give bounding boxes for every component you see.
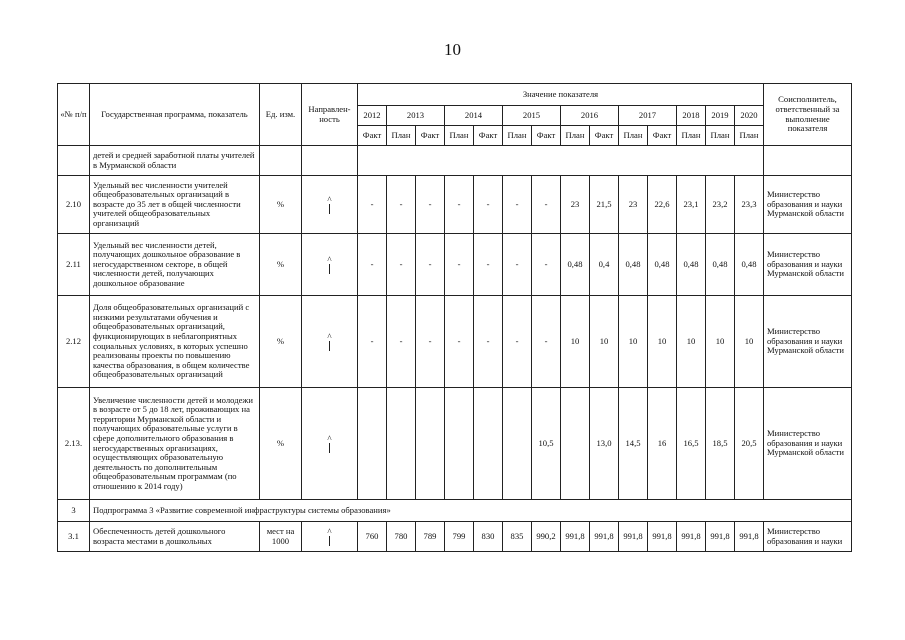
- value-cell: 0,48: [648, 234, 677, 296]
- value-cell: -: [532, 234, 561, 296]
- direction-cell: [302, 176, 358, 234]
- subheader-cell: Факт: [648, 126, 677, 146]
- value-cell: 10: [590, 296, 619, 388]
- value-cell: 14,5: [619, 388, 648, 500]
- value-cell: 20,5: [735, 388, 764, 500]
- row-number: 2.12: [58, 296, 90, 388]
- row-number: 3.1: [58, 522, 90, 552]
- value-cell: [387, 388, 416, 500]
- year-header: 2019: [706, 106, 735, 126]
- subheader-cell: План: [387, 126, 416, 146]
- subheader-cell: План: [677, 126, 706, 146]
- table-row: [58, 388, 852, 500]
- value-cell: 789: [416, 522, 445, 552]
- empty-cell: [764, 146, 852, 176]
- direction-symbol: ^: [327, 194, 332, 205]
- header-num: «№ п/п: [58, 84, 90, 146]
- subheader-cell: План: [706, 126, 735, 146]
- value-cell: -: [474, 234, 503, 296]
- value-cell: 22,6: [648, 176, 677, 234]
- value-cell: 991,8: [706, 522, 735, 552]
- value-cell: 991,8: [619, 522, 648, 552]
- value-cell: [416, 388, 445, 500]
- value-cell: 830: [474, 522, 503, 552]
- direction-symbol: ^: [327, 433, 332, 444]
- subprogram-row: [58, 500, 852, 522]
- subprogram-number: 3: [58, 500, 90, 522]
- empty-cell: [358, 146, 764, 176]
- subheader-cell: План: [619, 126, 648, 146]
- value-cell: 10,5: [532, 388, 561, 500]
- page-number: 10: [444, 40, 461, 59]
- value-cell: -: [503, 296, 532, 388]
- value-cell: 16,5: [677, 388, 706, 500]
- value-cell: -: [474, 176, 503, 234]
- year-header: 2018: [677, 106, 706, 126]
- value-cell: [358, 388, 387, 500]
- value-cell: 0,48: [561, 234, 590, 296]
- value-cell: [561, 388, 590, 500]
- value-cell: 760: [358, 522, 387, 552]
- value-cell: 991,8: [735, 522, 764, 552]
- value-cell: 835: [503, 522, 532, 552]
- executor-cell: Министерство образования и науки Мурманской области: [764, 388, 852, 500]
- value-cell: 13,0: [590, 388, 619, 500]
- value-cell: 0,48: [677, 234, 706, 296]
- value-cell: 16: [648, 388, 677, 500]
- subheader-cell: Факт: [474, 126, 503, 146]
- value-cell: 991,8: [677, 522, 706, 552]
- executor-cell: Министерство образования и науки: [764, 522, 852, 552]
- value-cell: 0,48: [706, 234, 735, 296]
- row-number: 2.11: [58, 234, 90, 296]
- value-cell: [474, 388, 503, 500]
- value-cell: -: [387, 234, 416, 296]
- empty-cell: [260, 146, 302, 176]
- continuation-text: детей и средней заработной платы учителей в Мурманской области: [90, 146, 260, 176]
- empty-cell: [302, 146, 358, 176]
- value-cell: 780: [387, 522, 416, 552]
- value-cell: 10: [706, 296, 735, 388]
- value-cell: -: [416, 296, 445, 388]
- year-header: 2013: [387, 106, 445, 126]
- value-cell: -: [416, 234, 445, 296]
- unit-cell: %: [260, 296, 302, 388]
- arrow-up-icon: [325, 435, 335, 453]
- table-row: [58, 234, 852, 296]
- value-cell: 10: [561, 296, 590, 388]
- direction-cell: [302, 522, 358, 552]
- subprogram-title: Подпрограмма 3 «Развитие современной инфраструктуры системы образования»: [90, 500, 852, 522]
- value-cell: -: [503, 176, 532, 234]
- subheader-cell: Факт: [590, 126, 619, 146]
- arrow-up-icon: [325, 196, 335, 214]
- indicator-name: Увеличение численности детей и молодежи в возрасте от 5 до 18 лет, проживающих на территории Мурманской области и получающих образовательные услуги в сфере дополнительного образования в негосударственных организациях, осуществляющих образовательную деятельность по дополнительным общеобразовательным программам (по отношению к 2014 году): [90, 388, 260, 500]
- value-cell: 991,8: [590, 522, 619, 552]
- value-cell: 10: [619, 296, 648, 388]
- year-header: 2016: [561, 106, 619, 126]
- header-executor: Соисполнитель, ответственный за выполнение показателя: [764, 84, 852, 146]
- arrow-up-icon: [325, 333, 335, 351]
- arrow-stem: [329, 341, 330, 351]
- arrow-stem: [329, 536, 330, 546]
- subheader-cell: Факт: [358, 126, 387, 146]
- value-cell: 23,1: [677, 176, 706, 234]
- arrow-stem: [329, 204, 330, 214]
- header-direction: Направлен-ность: [302, 84, 358, 146]
- value-cell: 10: [648, 296, 677, 388]
- value-cell: -: [358, 296, 387, 388]
- value-cell: -: [503, 234, 532, 296]
- value-cell: 23,2: [706, 176, 735, 234]
- value-cell: 18,5: [706, 388, 735, 500]
- value-cell: -: [387, 176, 416, 234]
- subheader-cell: План: [735, 126, 764, 146]
- value-cell: -: [445, 296, 474, 388]
- direction-cell: [302, 388, 358, 500]
- subheader-cell: Факт: [532, 126, 561, 146]
- arrow-up-icon: [325, 528, 335, 546]
- year-header: 2012: [358, 106, 387, 126]
- value-cell: -: [416, 176, 445, 234]
- row-number: 2.10: [58, 176, 90, 234]
- value-cell: 23: [619, 176, 648, 234]
- direction-cell: [302, 296, 358, 388]
- table-row: [58, 176, 852, 234]
- value-cell: 10: [735, 296, 764, 388]
- direction-cell: [302, 234, 358, 296]
- direction-symbol: ^: [327, 526, 332, 537]
- continuation-num-cell: [58, 146, 90, 176]
- value-cell: 23,3: [735, 176, 764, 234]
- value-cell: 991,8: [648, 522, 677, 552]
- subheader-cell: План: [561, 126, 590, 146]
- value-cell: -: [474, 296, 503, 388]
- direction-symbol: ^: [327, 331, 332, 342]
- subheader-cell: План: [503, 126, 532, 146]
- value-cell: 10: [677, 296, 706, 388]
- row-number: 2.13.: [58, 388, 90, 500]
- unit-cell: %: [260, 234, 302, 296]
- value-cell: 799: [445, 522, 474, 552]
- arrow-stem: [329, 264, 330, 274]
- indicator-name: Удельный вес численности детей, получающих дошкольное образование в негосударственном секторе, в общей численности детей, получающих дошкольное образование: [90, 234, 260, 296]
- direction-symbol: ^: [327, 254, 332, 265]
- value-cell: -: [532, 296, 561, 388]
- year-header: 2020: [735, 106, 764, 126]
- value-cell: 21,5: [590, 176, 619, 234]
- value-cell: [445, 388, 474, 500]
- unit-cell: %: [260, 388, 302, 500]
- year-header: 2017: [619, 106, 677, 126]
- table-row: [58, 522, 852, 552]
- unit-cell: мест на 1000: [260, 522, 302, 552]
- value-cell: -: [445, 176, 474, 234]
- year-header: 2015: [503, 106, 561, 126]
- table-row: [58, 296, 852, 388]
- header-values: Значение показателя: [358, 84, 764, 106]
- value-cell: 990,2: [532, 522, 561, 552]
- value-cell: -: [387, 296, 416, 388]
- value-cell: -: [532, 176, 561, 234]
- value-cell: [503, 388, 532, 500]
- header-unit: Ед. изм.: [260, 84, 302, 146]
- value-cell: -: [358, 234, 387, 296]
- arrow-up-icon: [325, 256, 335, 274]
- header-program: Государственная программа, показатель: [90, 84, 260, 146]
- unit-cell: %: [260, 176, 302, 234]
- value-cell: -: [358, 176, 387, 234]
- indicator-name: Обеспеченность детей дошкольного возраста местами в дошкольных: [90, 522, 260, 552]
- subheader-cell: Факт: [416, 126, 445, 146]
- value-cell: -: [445, 234, 474, 296]
- executor-cell: Министерство образования и науки Мурманской области: [764, 234, 852, 296]
- arrow-stem: [329, 443, 330, 453]
- value-cell: 0,48: [735, 234, 764, 296]
- executor-cell: Министерство образования и науки Мурманской области: [764, 176, 852, 234]
- value-cell: 23: [561, 176, 590, 234]
- subheader-cell: План: [445, 126, 474, 146]
- value-cell: 0,48: [619, 234, 648, 296]
- value-cell: 991,8: [561, 522, 590, 552]
- indicator-name: Удельный вес численности учителей общеобразовательных организаций в возрасте до 35 лет в общей численности учителей общеобразовательных организаций: [90, 176, 260, 234]
- year-header: 2014: [445, 106, 503, 126]
- indicators-table: [57, 83, 852, 552]
- executor-cell: Министерство образования и науки Мурманской области: [764, 296, 852, 388]
- indicator-name: Доля общеобразовательных организаций с низкими результатами обучения и общеобразовательных организаций, функционирующих в неблагоприятных социальных условиях, в которых успешно реализованы проекты по повышению качества образования, в общем количестве общеобразовательных организаций: [90, 296, 260, 388]
- value-cell: 0,4: [590, 234, 619, 296]
